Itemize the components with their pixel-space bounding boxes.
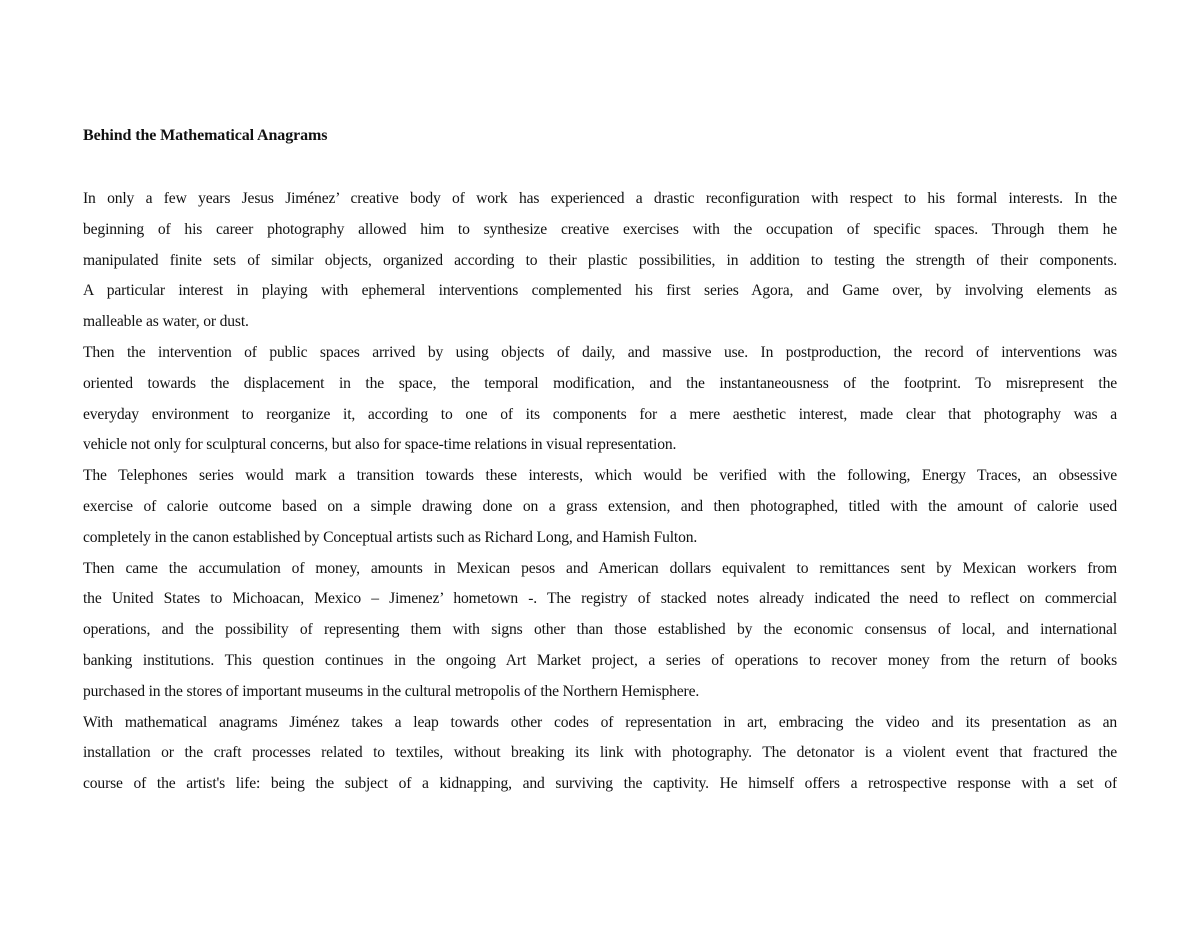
text-line: banking institutions. This question continues in the ongoing Art Market project, a series of operations to recover money from the return of books (83, 651, 1117, 669)
text-line: purchased in the stores of important museums in the cultural metropolis of the Northern Hemisphere. (83, 682, 700, 700)
text-line: exercise of calorie outcome based on a simple drawing done on a grass extension, and then photographed, titled with the amount of calorie used (83, 497, 1117, 515)
text-line: The Telephones series would mark a transition towards these interests, which would be verified with the following, Energy Traces, an obsessive (83, 467, 1117, 485)
text-line: everyday environment to reorganize it, according to one of its components for a mere aesthetic interest, made clear that photography was a (83, 405, 1117, 423)
paragraph (83, 710, 1117, 802)
text-line: completely in the canon established by Conceptual artists such as Richard Long, and Hamish Fulton. (83, 528, 698, 546)
text-line: beginning of his career photography allowed him to synthesize creative exercises with the occupation of specific spaces. Through them he (83, 220, 1117, 238)
text-line: oriented towards the displacement in the space, the temporal modification, and the instantaneousness of the footprint. To misrepresent the (83, 374, 1117, 392)
text-line: A particular interest in playing with ephemeral interventions complemented his first series Agora, and Game over, by involving elements as (83, 282, 1117, 300)
paragraph (83, 556, 1117, 710)
text-line: malleable as water, or dust. (83, 313, 249, 331)
document-body (83, 186, 1117, 802)
paragraph (83, 340, 1117, 463)
text-line: manipulated finite sets of similar objects, organized according to their plastic possibilities, in addition to testing the strength of their components. (83, 251, 1117, 269)
text-line: installation or the craft processes related to textiles, without breaking its link with photography. The detonator is a violent event that fractured the (83, 744, 1117, 762)
text-line: In only a few years Jesus Jiménez’ creative body of work has experienced a drastic reconfiguration with respect to his formal interests. In the (83, 190, 1117, 207)
text-line: the United States to Michoacan, Mexico – Jimenez’ hometown -. The registry of stacked notes already indicated the need to reflect on commercial (83, 590, 1117, 608)
text-line: operations, and the possibility of representing them with signs other than those established by the economic consensus of local, and international (83, 621, 1117, 639)
text-line: vehicle not only for sculptural concerns, but also for space-time relations in visual representation. (83, 436, 677, 454)
text-line: Then the intervention of public spaces arrived by using objects of daily, and massive use. In postproduction, the record of interventions was (83, 343, 1117, 361)
paragraph (83, 463, 1117, 555)
document-title: Behind the Mathematical Anagrams (83, 127, 328, 144)
text-line: course of the artist's life: being the subject of a kidnapping, and surviving the captivity. He himself offers a retrospective response with a set of (83, 775, 1117, 793)
paragraph (83, 186, 1117, 340)
text-line: Then came the accumulation of money, amounts in Mexican pesos and American dollars equivalent to remittances sent by Mexican workers from (83, 559, 1117, 577)
text-line: With mathematical anagrams Jiménez takes a leap towards other codes of representation in art, embracing the video and its presentation as an (83, 713, 1117, 731)
